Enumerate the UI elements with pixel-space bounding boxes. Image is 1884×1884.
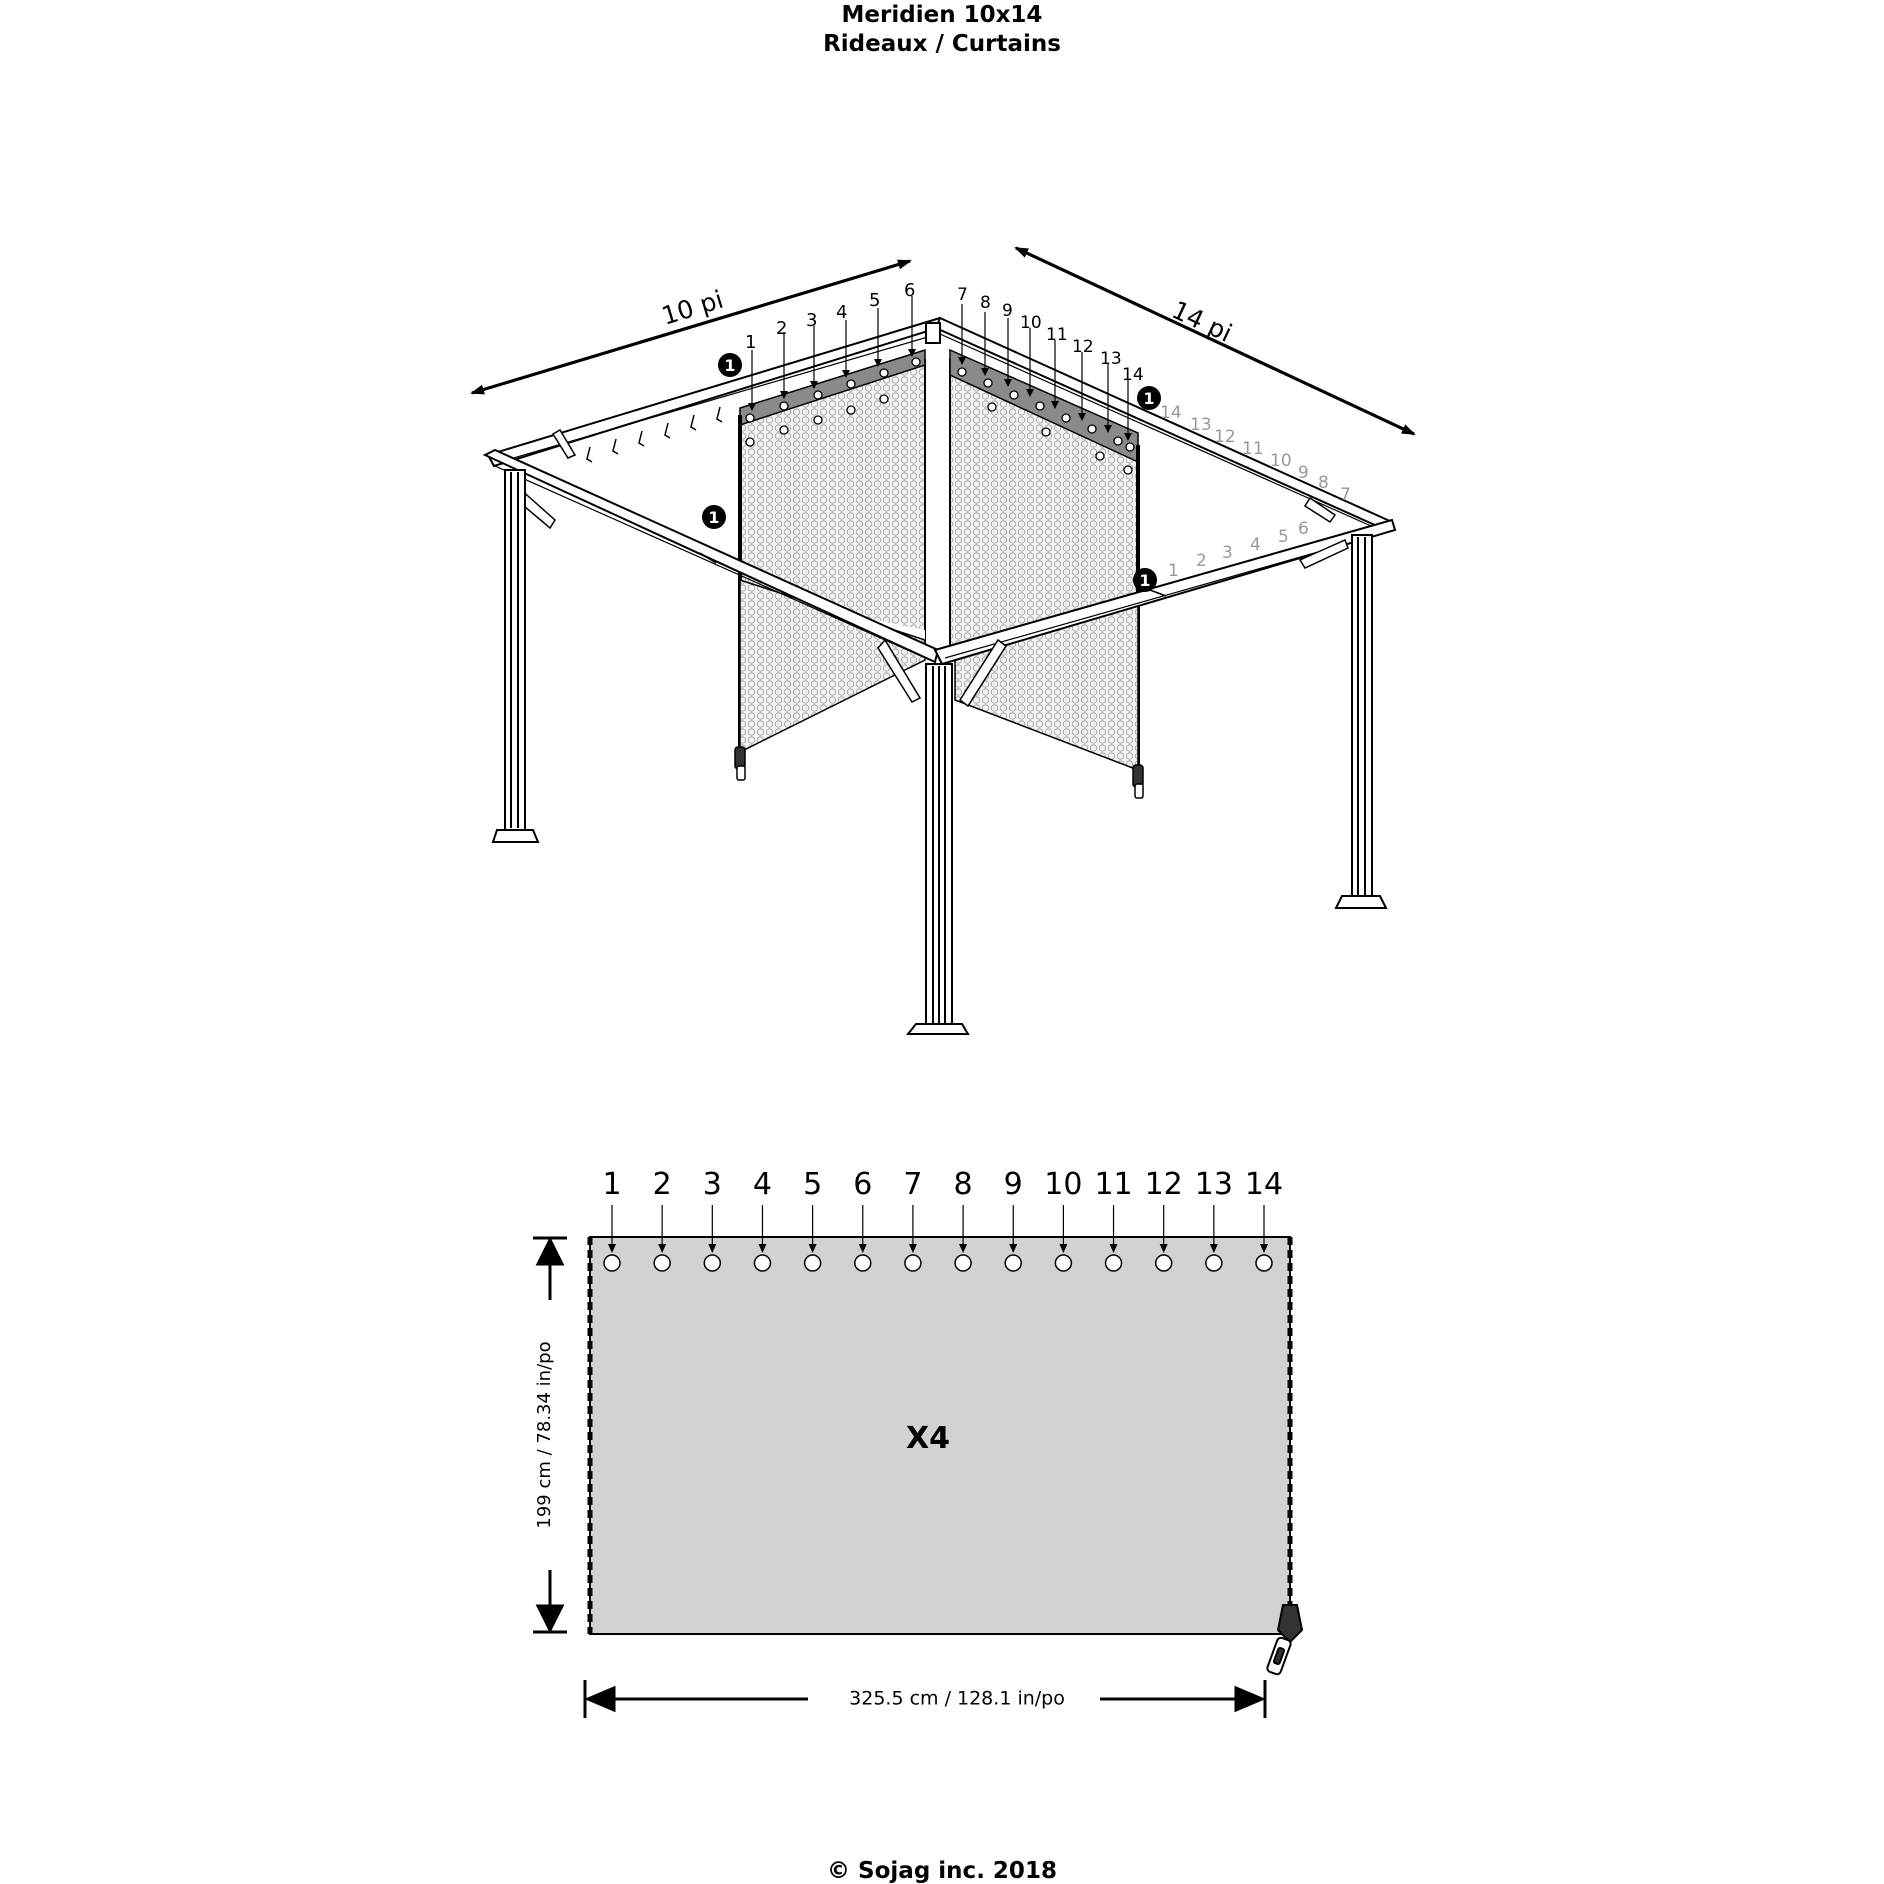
label-front-1: 1 — [745, 332, 757, 353]
label-rear-front-6: 6 — [1298, 519, 1309, 539]
grommet-13 — [1206, 1255, 1222, 1271]
grommet-1 — [604, 1255, 620, 1271]
grommet-14 — [1256, 1255, 1272, 1271]
svg-text:1: 1 — [1139, 571, 1151, 590]
label-front-2: 2 — [776, 318, 788, 339]
grommet-2 — [654, 1255, 670, 1271]
grommet-label-13: 13 — [1194, 1167, 1233, 1202]
dimension-10pi-label: 10 pi — [658, 284, 727, 331]
label-side-13: 13 — [1100, 349, 1122, 369]
grommet-label-4: 4 — [752, 1167, 773, 1202]
step-marker-1a — [718, 353, 742, 377]
diagram-subtitle: Rideaux / Curtains — [823, 31, 1061, 57]
grommet-8 — [955, 1255, 971, 1271]
quantity-label: X4 — [905, 1421, 951, 1456]
grommet-label-1: 1 — [602, 1167, 622, 1202]
label-rear-side-14: 14 — [1160, 403, 1182, 423]
label-front-4: 4 — [836, 302, 848, 323]
curtain-panel-diagram — [533, 1167, 1302, 1718]
gazebo-posts — [493, 323, 1386, 1034]
label-rear-front-3: 3 — [1222, 543, 1233, 563]
copyright: © Sojag inc. 2018 — [827, 1858, 1057, 1884]
dimension-10pi — [472, 261, 910, 393]
height-label: 199 cm / 78.34 in/po — [534, 1341, 555, 1529]
label-side-12: 12 — [1072, 337, 1094, 357]
front-beams — [485, 450, 1395, 664]
grommet-7 — [905, 1255, 921, 1271]
grommet-label-10: 10 — [1044, 1167, 1083, 1202]
grommet-label-6: 6 — [853, 1167, 873, 1202]
grommet-5 — [805, 1255, 821, 1271]
dimension-14pi-label: 14 pi — [1167, 295, 1237, 348]
label-rear-front-2: 2 — [1196, 551, 1207, 571]
label-rear-side-8: 8 — [1318, 473, 1329, 493]
label-rear-front-4: 4 — [1250, 535, 1261, 555]
grommet-9 — [1005, 1255, 1021, 1271]
grommet-10 — [1055, 1255, 1071, 1271]
label-rear-side-10: 10 — [1270, 451, 1292, 471]
label-rear-side-11: 11 — [1242, 439, 1264, 459]
label-rear-side-12: 12 — [1214, 427, 1236, 447]
diagram-title: Meridien 10x14 — [841, 2, 1043, 28]
grommet-label-9: 9 — [1003, 1167, 1023, 1202]
grommet-label-14: 14 — [1244, 1167, 1284, 1202]
grommet-label-7: 7 — [903, 1167, 923, 1202]
grommet-12 — [1156, 1255, 1172, 1271]
label-side-10: 10 — [1020, 313, 1042, 333]
rear-side-labels — [1160, 403, 1351, 505]
svg-text:1: 1 — [1143, 389, 1155, 408]
step-marker-1c — [702, 505, 726, 529]
svg-text:1: 1 — [708, 508, 720, 527]
grommet-label-3: 3 — [702, 1167, 722, 1202]
grommet-3 — [704, 1255, 720, 1271]
grommet-4 — [754, 1255, 770, 1271]
rear-beams — [488, 318, 1392, 530]
grommet-label-2: 2 — [652, 1167, 672, 1202]
label-rear-side-7: 7 — [1340, 485, 1351, 505]
grommet-label-12: 12 — [1144, 1167, 1183, 1202]
label-side-8: 8 — [980, 293, 991, 313]
label-rear-side-9: 9 — [1298, 463, 1309, 483]
label-side-14: 14 — [1122, 365, 1144, 385]
grommet-label-5: 5 — [803, 1167, 823, 1202]
label-front-3: 3 — [806, 310, 818, 331]
grommet-label-8: 8 — [953, 1167, 973, 1202]
step-marker-1b — [1137, 386, 1161, 410]
grommet-6 — [855, 1255, 871, 1271]
label-rear-side-13: 13 — [1190, 415, 1212, 435]
grommet-label-11: 11 — [1094, 1167, 1133, 1202]
svg-text:1: 1 — [724, 356, 736, 375]
label-side-11: 11 — [1046, 325, 1068, 345]
label-rear-front-5: 5 — [1278, 527, 1289, 547]
width-label: 325.5 cm / 128.1 in/po — [849, 1687, 1065, 1710]
label-front-6: 6 — [904, 280, 916, 301]
label-side-7: 7 — [957, 285, 968, 305]
step-marker-1d — [1133, 568, 1157, 592]
grommet-11 — [1106, 1255, 1122, 1271]
label-side-9: 9 — [1002, 301, 1013, 321]
label-front-5: 5 — [869, 290, 881, 311]
label-rear-front-1: 1 — [1168, 561, 1179, 581]
